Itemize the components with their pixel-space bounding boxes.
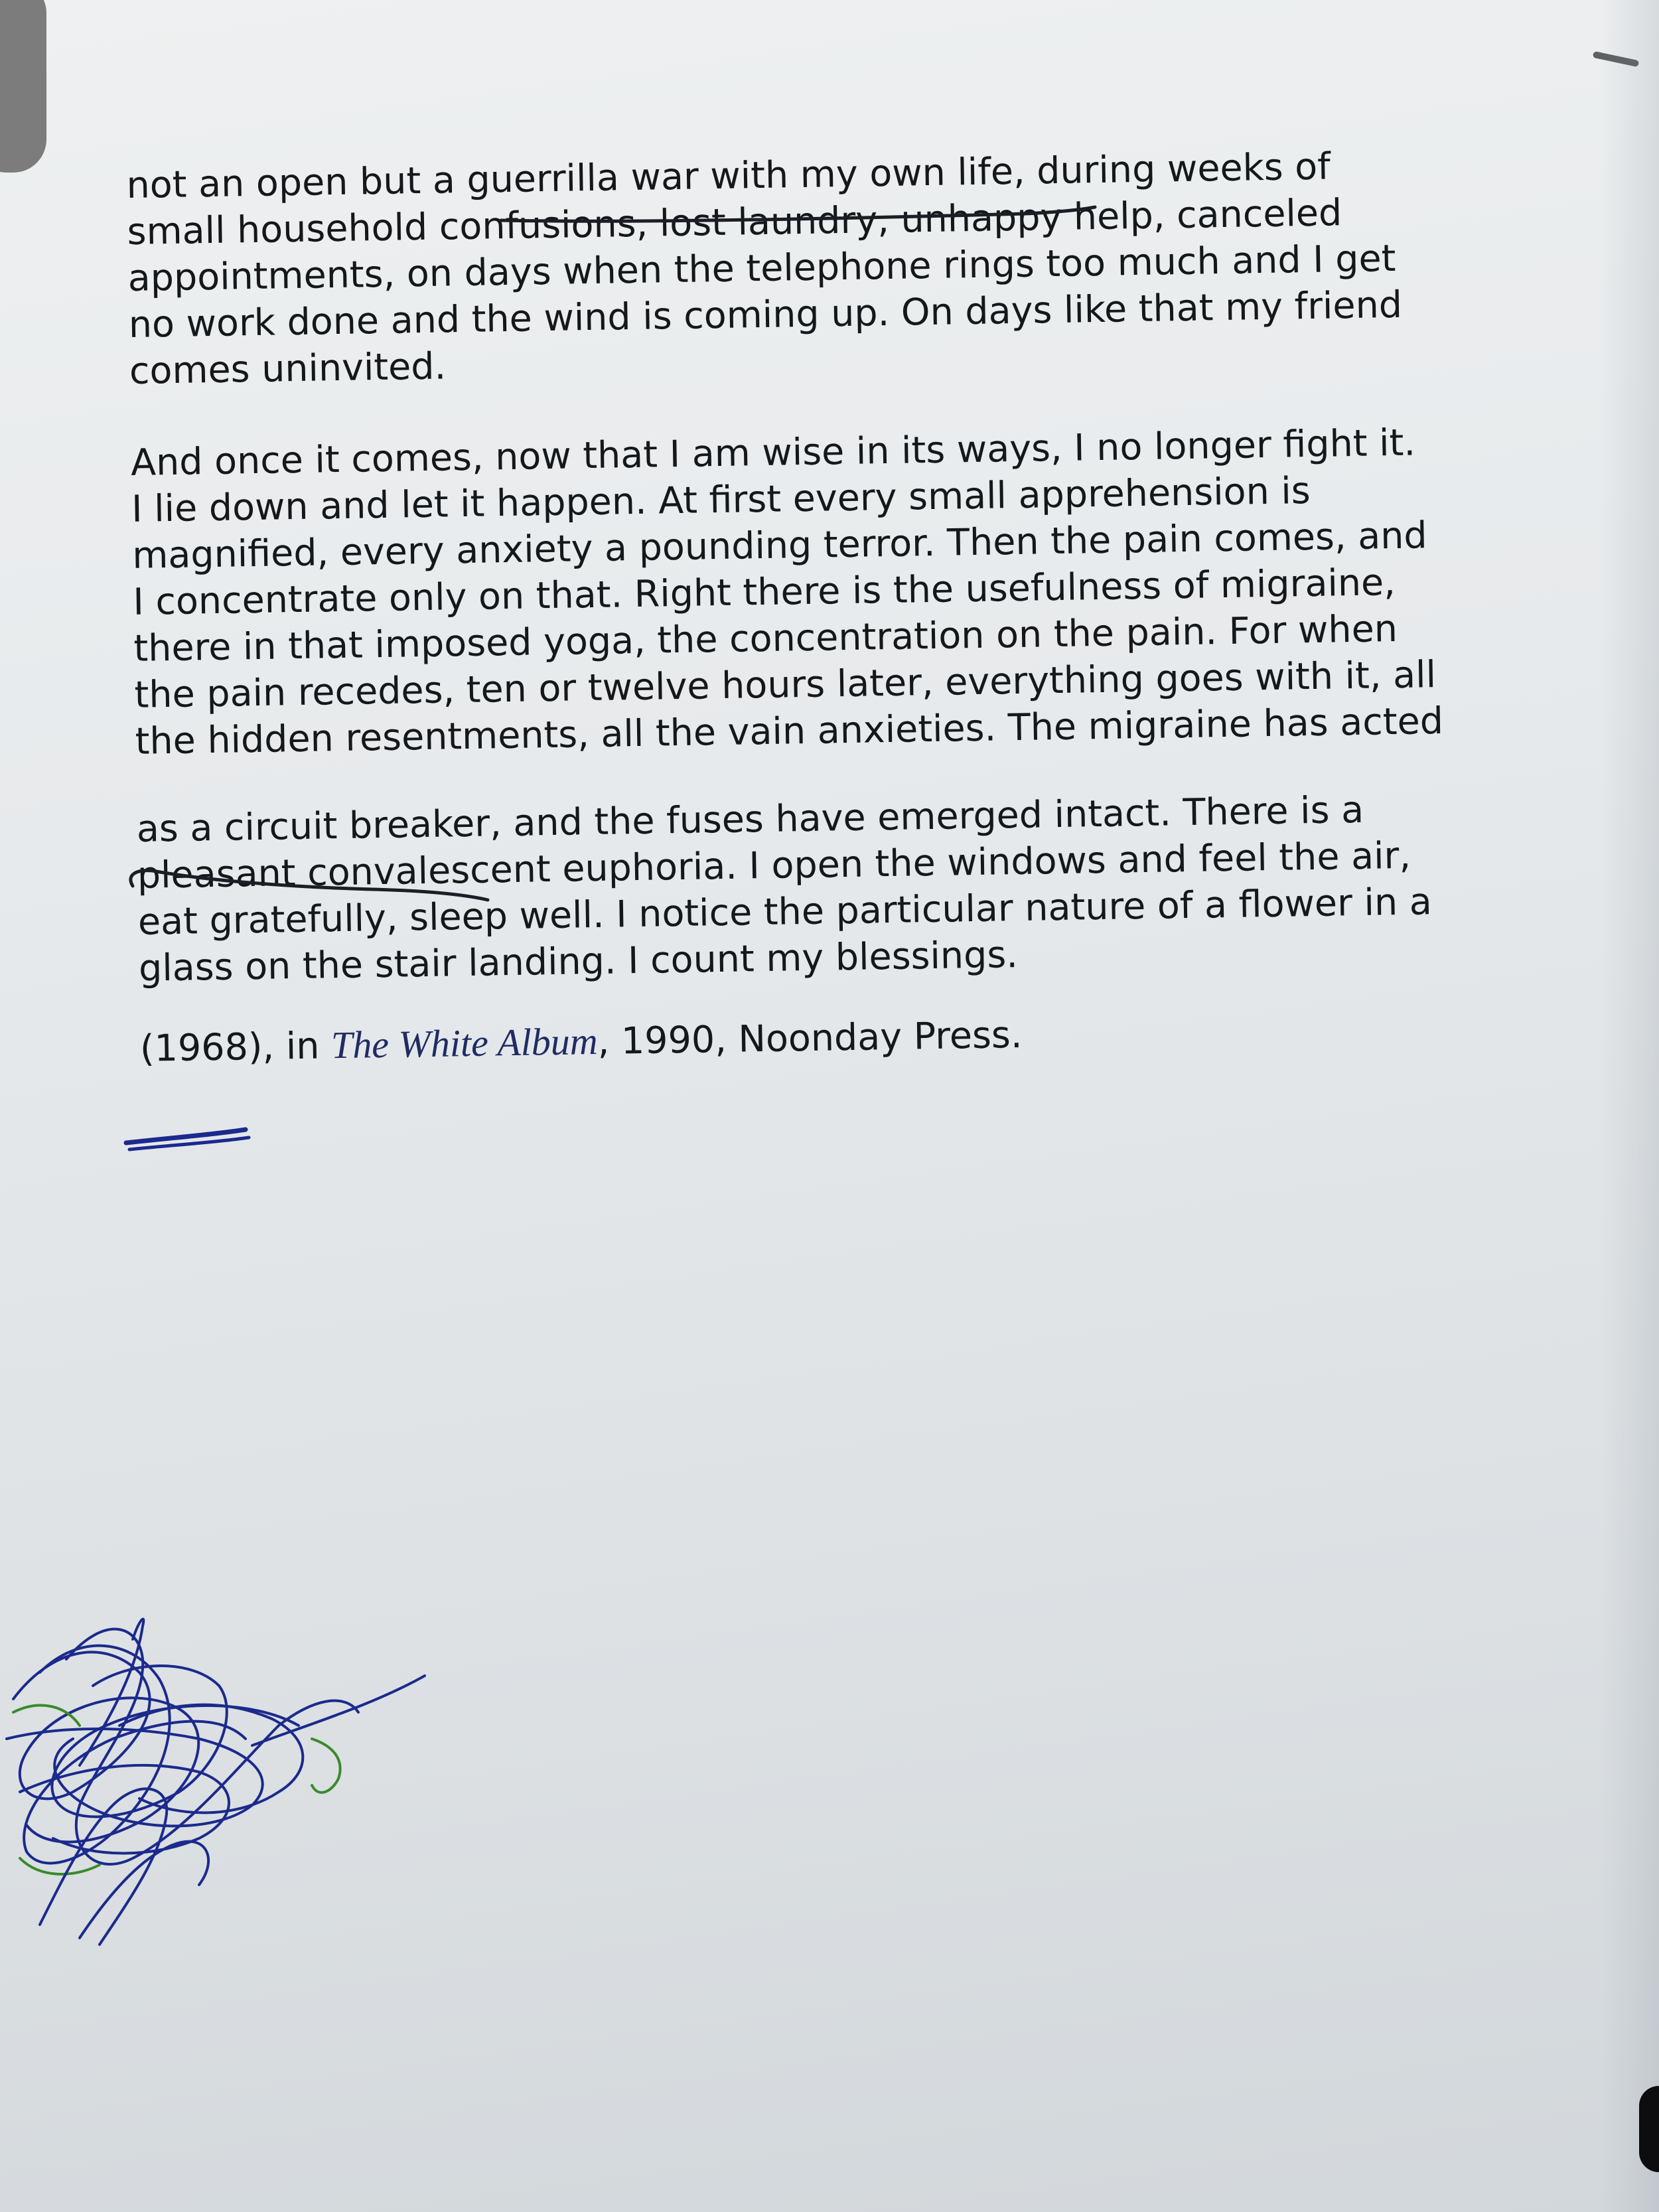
- text-line: the pain recedes, ten or twelve hours later, everything goes with it, all: [134, 653, 1437, 717]
- scribble-signature: [7, 1619, 425, 1945]
- text-line: appointments, on days when the telephone rings too much and I get: [127, 236, 1396, 300]
- book-title: The White Album: [330, 1019, 599, 1067]
- text-line: no work done and the wind is coming up. On days like that my friend: [128, 283, 1403, 346]
- text-line: And once it comes, now that I am wise in its ways, I no longer fight it.: [130, 421, 1416, 484]
- text-line: the hidden resentments, all the vain anxieties. The migraine has acted: [135, 699, 1444, 763]
- underline-circuit-breaker: [131, 871, 488, 900]
- text-line: not an open but a guerrilla war with my own life, during weeks of: [126, 145, 1331, 207]
- text-line: magnified, every anxiety a pounding terror. Then the pain comes, and: [131, 514, 1428, 577]
- text-line: eat gratefully, sleep well. I notice the particular nature of a flower in a: [137, 880, 1433, 944]
- page-clip-shadow: [1639, 2086, 1659, 2172]
- text-line: I concentrate only on that. Right there is the usefulness of migraine,: [132, 561, 1396, 624]
- text-line: glass on the stair landing. I count my blessings.: [138, 933, 1019, 990]
- text-line: comes uninvited.: [129, 344, 447, 393]
- citation-year: (1968), in: [139, 1024, 332, 1070]
- underline-guerrilla-war: [501, 207, 1095, 221]
- text-line: there in that imposed yoga, the concentration on the pain. For when: [133, 607, 1398, 670]
- text-line: I lie down and let it happen. At first every small apprehension is: [131, 469, 1311, 531]
- text-line: small household confusions, lost laundry, unhappy help, canceled: [127, 191, 1342, 254]
- citation-publisher: , 1990, Noonday Press.: [597, 1013, 1023, 1063]
- text-line: as a circuit breaker, and the fuses have emerged intact. There is a: [136, 788, 1364, 851]
- text-line: pleasant convalescent euphoria. I open the windows and feel the air,: [137, 834, 1411, 897]
